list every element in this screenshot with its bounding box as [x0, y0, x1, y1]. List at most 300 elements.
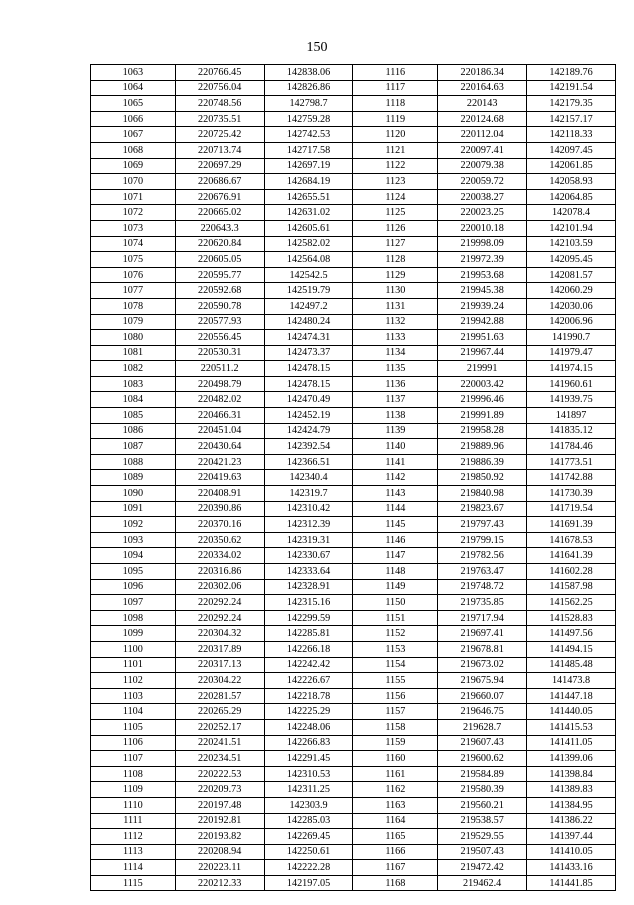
point-number-right: 1144: [353, 501, 438, 517]
x-coordinate-right: 219889.96: [438, 439, 527, 455]
point-number-left: 1065: [91, 96, 176, 112]
point-number-left: 1097: [91, 595, 176, 611]
x-coordinate-left: 220212.33: [175, 875, 264, 891]
point-number-left: 1090: [91, 486, 176, 502]
x-coordinate-left: 220430.64: [175, 439, 264, 455]
y-coordinate-left: 142319.31: [264, 532, 353, 548]
x-coordinate-left: 220317.13: [175, 657, 264, 673]
point-number-right: 1122: [353, 158, 438, 174]
x-coordinate-right: 219507.43: [438, 844, 527, 860]
x-coordinate-left: 220252.17: [175, 719, 264, 735]
point-number-right: 1153: [353, 641, 438, 657]
table-row: [91, 314, 616, 330]
point-number-left: 1086: [91, 423, 176, 439]
point-number-left: 1098: [91, 610, 176, 626]
x-coordinate-right: 219799.15: [438, 532, 527, 548]
point-number-right: 1145: [353, 517, 438, 533]
y-coordinate-left: 142478.15: [264, 361, 353, 377]
point-number-left: 1080: [91, 330, 176, 346]
point-number-right: 1168: [353, 875, 438, 891]
y-coordinate-right: 142078.4: [527, 205, 616, 221]
table-row: [91, 501, 616, 517]
x-coordinate-left: 220595.77: [175, 267, 264, 283]
table-row: [91, 735, 616, 751]
x-coordinate-right: 219996.46: [438, 392, 527, 408]
y-coordinate-left: 142311.25: [264, 782, 353, 798]
x-coordinate-right: 219972.39: [438, 252, 527, 268]
point-number-left: 1085: [91, 408, 176, 424]
point-number-right: 1160: [353, 751, 438, 767]
x-coordinate-right: 220097.41: [438, 142, 527, 158]
y-coordinate-right: 141528.83: [527, 610, 616, 626]
y-coordinate-right: 141960.61: [527, 376, 616, 392]
table-row: [91, 719, 616, 735]
y-coordinate-left: 142285.81: [264, 626, 353, 642]
y-coordinate-left: 142684.19: [264, 174, 353, 190]
x-coordinate-left: 220281.57: [175, 688, 264, 704]
point-number-right: 1125: [353, 205, 438, 221]
y-coordinate-left: 142366.51: [264, 454, 353, 470]
table-row: [91, 673, 616, 689]
x-coordinate-left: 220265.29: [175, 704, 264, 720]
y-coordinate-left: 142480.24: [264, 314, 353, 330]
x-coordinate-left: 220370.16: [175, 517, 264, 533]
point-number-right: 1138: [353, 408, 438, 424]
y-coordinate-right: 141433.16: [527, 860, 616, 876]
x-coordinate-left: 220292.24: [175, 610, 264, 626]
y-coordinate-right: 141974.15: [527, 361, 616, 377]
x-coordinate-right: 219850.92: [438, 470, 527, 486]
x-coordinate-left: 220192.81: [175, 813, 264, 829]
x-coordinate-right: 219600.62: [438, 751, 527, 767]
table-row: [91, 408, 616, 424]
point-number-left: 1093: [91, 532, 176, 548]
y-coordinate-right: 141897: [527, 408, 616, 424]
y-coordinate-right: 141410.05: [527, 844, 616, 860]
x-coordinate-left: 220643.3: [175, 220, 264, 236]
x-coordinate-left: 220530.31: [175, 345, 264, 361]
point-number-right: 1131: [353, 298, 438, 314]
x-coordinate-left: 220713.74: [175, 142, 264, 158]
point-number-right: 1147: [353, 548, 438, 564]
point-number-right: 1162: [353, 782, 438, 798]
x-coordinate-right: 220059.72: [438, 174, 527, 190]
y-coordinate-left: 142248.06: [264, 719, 353, 735]
y-coordinate-right: 141835.12: [527, 423, 616, 439]
y-coordinate-right: 142118.33: [527, 127, 616, 143]
y-coordinate-right: 142060.29: [527, 283, 616, 299]
y-coordinate-right: 141602.28: [527, 564, 616, 580]
point-number-right: 1130: [353, 283, 438, 299]
y-coordinate-right: 141389.83: [527, 782, 616, 798]
y-coordinate-right: 141386.22: [527, 813, 616, 829]
point-number-left: 1104: [91, 704, 176, 720]
table-row: [91, 298, 616, 314]
table-row: [91, 236, 616, 252]
y-coordinate-left: 142266.18: [264, 641, 353, 657]
point-number-left: 1101: [91, 657, 176, 673]
table-row: [91, 610, 616, 626]
point-number-right: 1158: [353, 719, 438, 735]
table-row: [91, 470, 616, 486]
y-coordinate-left: 142310.53: [264, 766, 353, 782]
x-coordinate-right: 219782.56: [438, 548, 527, 564]
y-coordinate-right: 141719.54: [527, 501, 616, 517]
point-number-left: 1099: [91, 626, 176, 642]
point-number-right: 1116: [353, 65, 438, 81]
x-coordinate-right: 220143: [438, 96, 527, 112]
x-coordinate-right: 219628.7: [438, 719, 527, 735]
point-number-right: 1167: [353, 860, 438, 876]
x-coordinate-right: 219763.47: [438, 564, 527, 580]
y-coordinate-left: 142312.39: [264, 517, 353, 533]
x-coordinate-right: 219538.57: [438, 813, 527, 829]
x-coordinate-right: 219967.44: [438, 345, 527, 361]
point-number-right: 1120: [353, 127, 438, 143]
point-number-right: 1126: [353, 220, 438, 236]
point-number-left: 1103: [91, 688, 176, 704]
point-number-left: 1105: [91, 719, 176, 735]
x-coordinate-left: 220208.94: [175, 844, 264, 860]
point-number-left: 1110: [91, 797, 176, 813]
x-coordinate-left: 220766.45: [175, 65, 264, 81]
y-coordinate-left: 142655.51: [264, 189, 353, 205]
x-coordinate-left: 220605.05: [175, 252, 264, 268]
x-coordinate-right: 220079.38: [438, 158, 527, 174]
y-coordinate-left: 142319.7: [264, 486, 353, 502]
y-coordinate-right: 142006.96: [527, 314, 616, 330]
x-coordinate-right: 219560.21: [438, 797, 527, 813]
table-row: [91, 439, 616, 455]
y-coordinate-right: 141399.06: [527, 751, 616, 767]
y-coordinate-right: 142030.06: [527, 298, 616, 314]
y-coordinate-left: 142226.67: [264, 673, 353, 689]
x-coordinate-right: 220038.27: [438, 189, 527, 205]
point-number-right: 1165: [353, 829, 438, 845]
y-coordinate-right: 141742.88: [527, 470, 616, 486]
point-number-right: 1154: [353, 657, 438, 673]
y-coordinate-right: 142191.54: [527, 80, 616, 96]
x-coordinate-right: 220124.68: [438, 111, 527, 127]
point-number-left: 1069: [91, 158, 176, 174]
y-coordinate-right: 141384.95: [527, 797, 616, 813]
y-coordinate-right: 142103.59: [527, 236, 616, 252]
x-coordinate-right: 219735.85: [438, 595, 527, 611]
y-coordinate-left: 142303.9: [264, 797, 353, 813]
point-number-left: 1091: [91, 501, 176, 517]
y-coordinate-right: 141979.47: [527, 345, 616, 361]
y-coordinate-right: 142058.93: [527, 174, 616, 190]
table-row: [91, 330, 616, 346]
y-coordinate-right: 141497.56: [527, 626, 616, 642]
table-row: [91, 158, 616, 174]
y-coordinate-right: 141397.44: [527, 829, 616, 845]
x-coordinate-left: 220241.51: [175, 735, 264, 751]
point-number-left: 1067: [91, 127, 176, 143]
y-coordinate-left: 142242.42: [264, 657, 353, 673]
x-coordinate-right: 220010.18: [438, 220, 527, 236]
table-row: [91, 345, 616, 361]
point-number-right: 1118: [353, 96, 438, 112]
point-number-right: 1146: [353, 532, 438, 548]
point-number-right: 1132: [353, 314, 438, 330]
point-number-left: 1094: [91, 548, 176, 564]
y-coordinate-right: 141494.15: [527, 641, 616, 657]
x-coordinate-right: 219840.98: [438, 486, 527, 502]
x-coordinate-left: 220482.02: [175, 392, 264, 408]
x-coordinate-left: 220302.06: [175, 579, 264, 595]
y-coordinate-left: 142519.79: [264, 283, 353, 299]
table-row: [91, 486, 616, 502]
point-number-right: 1124: [353, 189, 438, 205]
point-number-left: 1113: [91, 844, 176, 860]
table-row: [91, 267, 616, 283]
y-coordinate-right: 141587.98: [527, 579, 616, 595]
y-coordinate-left: 142798.7: [264, 96, 353, 112]
x-coordinate-left: 220316.86: [175, 564, 264, 580]
x-coordinate-left: 220350.62: [175, 532, 264, 548]
y-coordinate-right: 142157.17: [527, 111, 616, 127]
y-coordinate-left: 142197.05: [264, 875, 353, 891]
y-coordinate-left: 142838.06: [264, 65, 353, 81]
y-coordinate-right: 141990.7: [527, 330, 616, 346]
table-row: [91, 766, 616, 782]
point-number-left: 1089: [91, 470, 176, 486]
y-coordinate-right: 141691.39: [527, 517, 616, 533]
x-coordinate-right: 219646.75: [438, 704, 527, 720]
x-coordinate-right: 219673.02: [438, 657, 527, 673]
y-coordinate-right: 141411.05: [527, 735, 616, 751]
point-number-right: 1127: [353, 236, 438, 252]
point-number-left: 1095: [91, 564, 176, 580]
x-coordinate-left: 220304.22: [175, 673, 264, 689]
y-coordinate-left: 142452.19: [264, 408, 353, 424]
point-number-left: 1068: [91, 142, 176, 158]
y-coordinate-right: 141473.8: [527, 673, 616, 689]
table-row: [91, 111, 616, 127]
y-coordinate-left: 142697.19: [264, 158, 353, 174]
y-coordinate-right: 142179.35: [527, 96, 616, 112]
point-number-right: 1137: [353, 392, 438, 408]
point-number-right: 1119: [353, 111, 438, 127]
x-coordinate-left: 220466.31: [175, 408, 264, 424]
x-coordinate-right: 219823.67: [438, 501, 527, 517]
y-coordinate-left: 142478.15: [264, 376, 353, 392]
x-coordinate-right: 220186.34: [438, 65, 527, 81]
point-number-right: 1156: [353, 688, 438, 704]
table-row: [91, 829, 616, 845]
x-coordinate-right: 219998.09: [438, 236, 527, 252]
table-row: [91, 532, 616, 548]
x-coordinate-left: 220756.04: [175, 80, 264, 96]
page-number: 150: [306, 40, 328, 55]
point-number-right: 1121: [353, 142, 438, 158]
y-coordinate-right: 142101.94: [527, 220, 616, 236]
point-number-right: 1129: [353, 267, 438, 283]
x-coordinate-right: 219939.24: [438, 298, 527, 314]
table-row: [91, 174, 616, 190]
point-number-right: 1136: [353, 376, 438, 392]
y-coordinate-left: 142631.02: [264, 205, 353, 221]
x-coordinate-right: 219953.68: [438, 267, 527, 283]
x-coordinate-left: 220697.29: [175, 158, 264, 174]
x-coordinate-right: 220003.42: [438, 376, 527, 392]
table-row: [91, 96, 616, 112]
x-coordinate-left: 220193.82: [175, 829, 264, 845]
x-coordinate-right: 219462.4: [438, 875, 527, 891]
y-coordinate-left: 142542.5: [264, 267, 353, 283]
table-row: [91, 205, 616, 221]
x-coordinate-right: 219678.81: [438, 641, 527, 657]
point-number-right: 1148: [353, 564, 438, 580]
y-coordinate-left: 142340.4: [264, 470, 353, 486]
y-coordinate-right: 141678.53: [527, 532, 616, 548]
point-number-left: 1087: [91, 439, 176, 455]
table-row: [91, 797, 616, 813]
point-number-left: 1064: [91, 80, 176, 96]
table-row: [91, 579, 616, 595]
point-number-right: 1140: [353, 439, 438, 455]
x-coordinate-right: 219717.94: [438, 610, 527, 626]
point-number-right: 1164: [353, 813, 438, 829]
point-number-left: 1078: [91, 298, 176, 314]
y-coordinate-left: 142605.61: [264, 220, 353, 236]
point-number-left: 1100: [91, 641, 176, 657]
y-coordinate-left: 142474.31: [264, 330, 353, 346]
point-number-left: 1073: [91, 220, 176, 236]
y-coordinate-right: 141641.39: [527, 548, 616, 564]
y-coordinate-right: 141441.85: [527, 875, 616, 891]
y-coordinate-right: 142095.45: [527, 252, 616, 268]
table-row: [91, 142, 616, 158]
x-coordinate-left: 220735.51: [175, 111, 264, 127]
table-row: [91, 688, 616, 704]
x-coordinate-right: 219991.89: [438, 408, 527, 424]
y-coordinate-left: 142315.16: [264, 595, 353, 611]
y-coordinate-right: 141447.18: [527, 688, 616, 704]
table-row: [91, 641, 616, 657]
y-coordinate-left: 142222.28: [264, 860, 353, 876]
point-number-right: 1159: [353, 735, 438, 751]
x-coordinate-left: 220421.23: [175, 454, 264, 470]
table-row: [91, 657, 616, 673]
x-coordinate-right: 219991: [438, 361, 527, 377]
table-row: [91, 80, 616, 96]
x-coordinate-left: 220590.78: [175, 298, 264, 314]
y-coordinate-right: 141773.51: [527, 454, 616, 470]
point-number-left: 1076: [91, 267, 176, 283]
point-number-left: 1083: [91, 376, 176, 392]
x-coordinate-left: 220556.45: [175, 330, 264, 346]
point-number-left: 1071: [91, 189, 176, 205]
point-number-right: 1151: [353, 610, 438, 626]
y-coordinate-right: 141784.46: [527, 439, 616, 455]
x-coordinate-left: 220686.67: [175, 174, 264, 190]
point-number-left: 1081: [91, 345, 176, 361]
x-coordinate-left: 220725.42: [175, 127, 264, 143]
x-coordinate-right: 219584.89: [438, 766, 527, 782]
y-coordinate-left: 142473.37: [264, 345, 353, 361]
point-number-right: 1135: [353, 361, 438, 377]
table-row: [91, 626, 616, 642]
x-coordinate-left: 220304.32: [175, 626, 264, 642]
point-number-left: 1114: [91, 860, 176, 876]
y-coordinate-left: 142759.28: [264, 111, 353, 127]
point-number-left: 1108: [91, 766, 176, 782]
point-number-right: 1123: [353, 174, 438, 190]
point-number-right: 1142: [353, 470, 438, 486]
point-number-right: 1117: [353, 80, 438, 96]
point-number-left: 1072: [91, 205, 176, 221]
point-number-left: 1063: [91, 65, 176, 81]
y-coordinate-left: 142582.02: [264, 236, 353, 252]
y-coordinate-left: 142269.45: [264, 829, 353, 845]
x-coordinate-right: 219942.88: [438, 314, 527, 330]
table-row: [91, 813, 616, 829]
x-coordinate-left: 220390.86: [175, 501, 264, 517]
point-number-left: 1077: [91, 283, 176, 299]
x-coordinate-right: 219529.55: [438, 829, 527, 845]
x-coordinate-left: 220592.68: [175, 283, 264, 299]
point-number-left: 1096: [91, 579, 176, 595]
x-coordinate-left: 220419.63: [175, 470, 264, 486]
y-coordinate-right: 142081.57: [527, 267, 616, 283]
x-coordinate-left: 220665.02: [175, 205, 264, 221]
y-coordinate-right: 142189.76: [527, 65, 616, 81]
y-coordinate-right: 142097.45: [527, 142, 616, 158]
x-coordinate-right: 219797.43: [438, 517, 527, 533]
y-coordinate-right: 141730.39: [527, 486, 616, 502]
point-number-left: 1079: [91, 314, 176, 330]
table-row: [91, 782, 616, 798]
y-coordinate-left: 142310.42: [264, 501, 353, 517]
y-coordinate-right: 141939.75: [527, 392, 616, 408]
point-number-right: 1141: [353, 454, 438, 470]
point-number-left: 1106: [91, 735, 176, 751]
x-coordinate-left: 220223.11: [175, 860, 264, 876]
point-number-right: 1150: [353, 595, 438, 611]
y-coordinate-left: 142291.45: [264, 751, 353, 767]
x-coordinate-left: 220511.2: [175, 361, 264, 377]
table-row: [91, 392, 616, 408]
y-coordinate-right: 142064.85: [527, 189, 616, 205]
y-coordinate-left: 142250.61: [264, 844, 353, 860]
coordinates-table: [90, 64, 616, 891]
point-number-right: 1139: [353, 423, 438, 439]
y-coordinate-left: 142424.79: [264, 423, 353, 439]
x-coordinate-left: 220292.24: [175, 595, 264, 611]
point-number-right: 1161: [353, 766, 438, 782]
point-number-left: 1084: [91, 392, 176, 408]
table-row: [91, 704, 616, 720]
table-row: [91, 454, 616, 470]
y-coordinate-left: 142225.29: [264, 704, 353, 720]
point-number-left: 1107: [91, 751, 176, 767]
table-row: [91, 65, 616, 81]
y-coordinate-right: 141440.05: [527, 704, 616, 720]
point-number-left: 1088: [91, 454, 176, 470]
point-number-left: 1070: [91, 174, 176, 190]
point-number-right: 1157: [353, 704, 438, 720]
x-coordinate-right: 220112.04: [438, 127, 527, 143]
point-number-right: 1149: [353, 579, 438, 595]
x-coordinate-right: 219958.28: [438, 423, 527, 439]
x-coordinate-left: 220408.91: [175, 486, 264, 502]
x-coordinate-left: 220222.53: [175, 766, 264, 782]
point-number-right: 1128: [353, 252, 438, 268]
table-row: [91, 127, 616, 143]
x-coordinate-left: 220620.84: [175, 236, 264, 252]
